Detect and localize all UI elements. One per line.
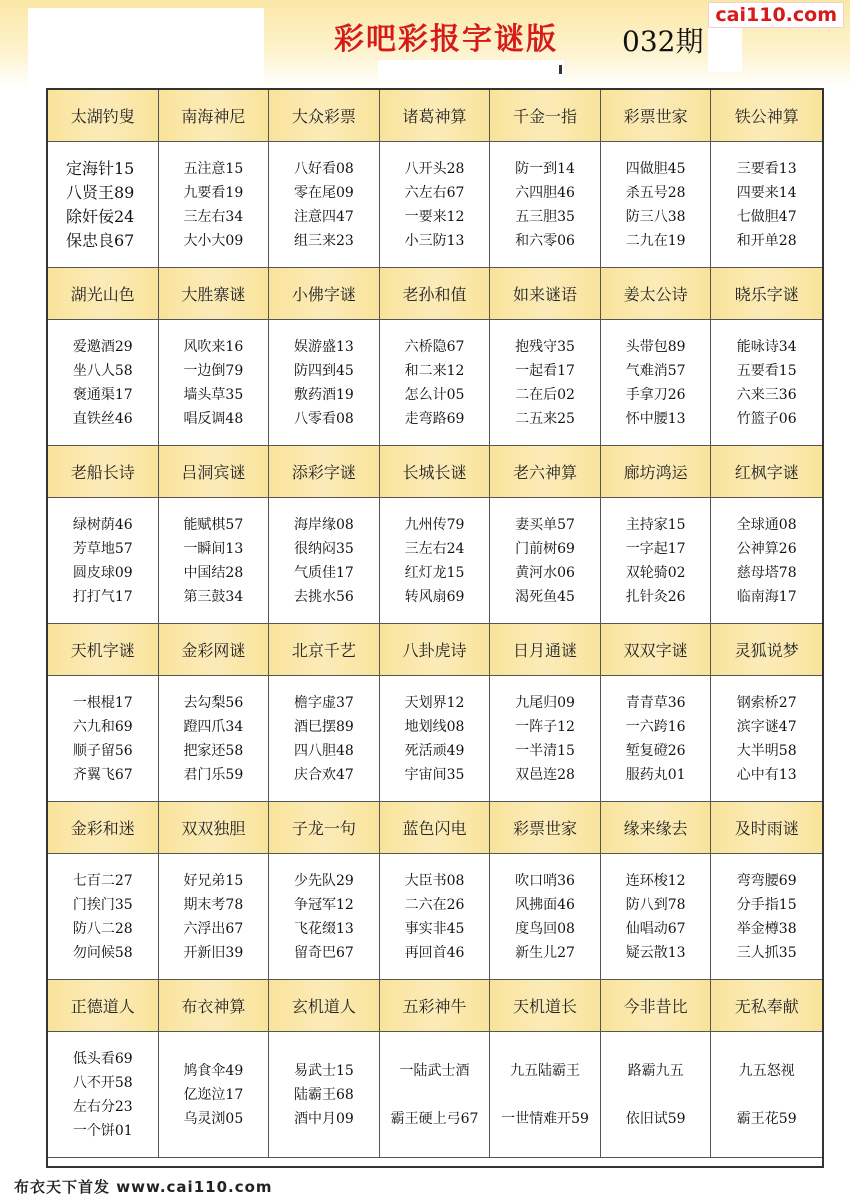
prediction-line: 三左右24: [404, 540, 465, 557]
prediction-line: 门前树69: [515, 540, 575, 557]
column-header: 子龙一句: [269, 802, 380, 854]
prediction-cell: [269, 854, 380, 980]
prediction-line: 扎针灸26: [625, 588, 686, 605]
prediction-line: 临南海17: [736, 588, 797, 605]
prediction-line: 一陆武士酒: [399, 1062, 470, 1079]
prediction-line: 檐字虚37: [294, 694, 354, 711]
prediction-cell: [380, 142, 491, 268]
column-header: 千金一指: [490, 90, 601, 142]
prediction-line: 二六在26: [404, 896, 465, 913]
prediction-line: 六左右67: [404, 184, 465, 201]
prediction-line: 留奇巴67: [294, 944, 354, 961]
column-header: 添彩字谜: [269, 446, 380, 498]
prediction-line: 手拿刀26: [625, 386, 686, 403]
prediction-cell: [48, 854, 159, 980]
prediction-cell: [601, 498, 712, 624]
prediction-line: 除奸佞24: [66, 206, 135, 226]
prediction-cell: [269, 676, 380, 802]
prediction-line: 勿问候58: [72, 944, 133, 961]
prediction-line: 三要看13: [736, 160, 797, 177]
prediction-cell: [48, 142, 159, 268]
column-header: 缘来缘去: [601, 802, 712, 854]
prediction-line: 保忠良67: [66, 230, 135, 250]
prediction-line: 连环梭12: [625, 872, 686, 889]
column-header: 灵狐说梦: [711, 624, 822, 676]
prediction-cell: [48, 676, 159, 802]
prediction-line: 抱残守35: [515, 338, 575, 355]
column-header: 双双独胆: [159, 802, 270, 854]
column-header: 北京千艺: [269, 624, 380, 676]
prediction-cell: [269, 142, 380, 268]
prediction-cell: [159, 676, 270, 802]
prediction-line: 飞花缀13: [294, 920, 354, 937]
prediction-cell: [380, 676, 491, 802]
prediction-line: [432, 1083, 436, 1107]
prediction-line: 吹口哨36: [515, 872, 575, 889]
prediction-cell: [490, 676, 601, 802]
prediction-cell: [490, 320, 601, 446]
column-header: 红枫字谜: [711, 446, 822, 498]
prediction-cell: [48, 498, 159, 624]
prediction-line: 心中有13: [736, 766, 797, 783]
prediction-cell: [380, 854, 491, 980]
prediction-line: 和开单28: [736, 232, 797, 249]
prediction-line: 竹篮子06: [736, 410, 797, 427]
prediction-line: 齐翼飞67: [72, 766, 133, 783]
prediction-line: 一要来12: [404, 208, 465, 225]
column-header: 姜太公诗: [601, 268, 712, 320]
prediction-cell: [380, 498, 491, 624]
prediction-line: 防八二28: [72, 920, 133, 937]
column-header: 天机字谜: [48, 624, 159, 676]
prediction-cell: [711, 854, 822, 980]
column-header: 金彩网谜: [159, 624, 270, 676]
prediction-line: 举金樽38: [736, 920, 797, 937]
prediction-cell: [490, 1032, 601, 1158]
prediction-cell: [269, 1032, 380, 1158]
column-header: 无私奉献: [711, 980, 822, 1032]
prediction-line: 大臣书08: [404, 872, 465, 889]
prediction-line: 争冠军12: [294, 896, 354, 913]
prediction-line: 六桥隐67: [404, 338, 465, 355]
prediction-line: 双轮骑02: [625, 564, 686, 581]
prediction-line: 怀中腰13: [625, 410, 686, 427]
column-header: 铁公神算: [711, 90, 822, 142]
prediction-line: 一世情难开59: [501, 1110, 589, 1127]
prediction-line: 亿迩泣17: [183, 1086, 244, 1103]
footer-text: 布衣天下首发 www.cai110.com: [14, 1178, 273, 1196]
prediction-line: 大小大09: [183, 232, 244, 249]
prediction-line: 新生儿27: [515, 944, 575, 961]
riddle-grid: [48, 90, 822, 1158]
prediction-line: 乌灵浏05: [183, 1110, 244, 1127]
issue-number: 032期: [622, 25, 704, 58]
prediction-line: 服药丸01: [625, 766, 686, 783]
prediction-line: [543, 1083, 547, 1107]
column-header: 小佛字谜: [269, 268, 380, 320]
prediction-cell: [711, 1032, 822, 1158]
prediction-line: 霸王硬上弓67: [390, 1110, 479, 1127]
prediction-line: 褒通渠17: [72, 386, 133, 403]
prediction-cell: [48, 1032, 159, 1158]
prediction-line: 能咏诗34: [736, 338, 797, 355]
prediction-line: 霸王花59: [736, 1110, 797, 1127]
prediction-line: 头带包89: [625, 338, 686, 355]
prediction-line: 六九和69: [72, 718, 133, 735]
prediction-line: 三左右34: [183, 208, 244, 225]
prediction-line: 八零看08: [294, 410, 354, 427]
prediction-line: 顺子留56: [72, 742, 133, 759]
prediction-line: 慈母塔78: [736, 564, 797, 581]
prediction-line: 四八胆48: [294, 742, 354, 759]
prediction-cell: [601, 854, 712, 980]
prediction-line: 一边倒79: [183, 362, 244, 379]
column-header: 金彩和迷: [48, 802, 159, 854]
prediction-cell: [711, 320, 822, 446]
prediction-cell: [711, 498, 822, 624]
prediction-line: 转风扇69: [404, 588, 465, 605]
prediction-line: 风拂面46: [515, 896, 575, 913]
prediction-line: 一半清15: [515, 742, 575, 759]
prediction-line: 大半明58: [736, 742, 797, 759]
prediction-line: 宇宙间35: [404, 766, 465, 783]
prediction-cell: [48, 320, 159, 446]
prediction-cell: [490, 854, 601, 980]
prediction-line: 再回首46: [404, 944, 465, 961]
prediction-line: 事实非45: [404, 920, 465, 937]
prediction-cell: [490, 142, 601, 268]
prediction-line: 左右分23: [72, 1098, 133, 1115]
prediction-line: 九五陆霸王: [510, 1062, 581, 1079]
prediction-cell: [380, 1032, 491, 1158]
prediction-line: 气质佳17: [294, 564, 354, 581]
prediction-line: 庆合欢47: [294, 766, 354, 783]
prediction-line: 一起看17: [515, 362, 575, 379]
prediction-line: 风吹来16: [183, 338, 244, 355]
prediction-line: 易武士15: [294, 1062, 354, 1079]
column-header: 老孙和值: [380, 268, 491, 320]
prediction-line: 直铁丝46: [72, 410, 133, 427]
prediction-line: 期末考78: [183, 896, 244, 913]
prediction-line: 防四到45: [294, 362, 354, 379]
prediction-cell: [159, 854, 270, 980]
prediction-line: 二在后02: [515, 386, 575, 403]
prediction-line: 开新旧39: [183, 944, 244, 961]
prediction-line: 钢索桥27: [736, 694, 797, 711]
prediction-line: 能赋棋57: [183, 516, 244, 533]
prediction-line: 地划线08: [404, 718, 465, 735]
prediction-line: 把家还58: [183, 742, 244, 759]
column-header: 老六神算: [490, 446, 601, 498]
prediction-line: 敷药酒19: [294, 386, 354, 403]
prediction-line: 去挑水56: [294, 588, 354, 605]
prediction-line: 防八到78: [625, 896, 686, 913]
prediction-line: 组三来23: [294, 232, 354, 249]
prediction-line: 低头看69: [72, 1050, 133, 1067]
column-header: 南海神尼: [159, 90, 270, 142]
prediction-line: 九要看19: [183, 184, 244, 201]
prediction-line: 全球通08: [736, 516, 797, 533]
prediction-line: 圆皮球09: [72, 564, 133, 581]
prediction-line: 蹬四爪34: [183, 718, 244, 735]
column-header: 彩票世家: [490, 802, 601, 854]
prediction-line: 很纳闷35: [294, 540, 354, 557]
prediction-line: 五要看15: [736, 362, 797, 379]
prediction-line: 三人抓35: [736, 944, 797, 961]
prediction-line: 疑云散13: [625, 944, 686, 961]
prediction-line: 芳草地57: [72, 540, 133, 557]
column-header: 长城长谜: [380, 446, 491, 498]
prediction-line: 九尾归09: [515, 694, 575, 711]
prediction-line: 酒中月09: [294, 1110, 354, 1127]
prediction-line: 依旧试59: [625, 1110, 686, 1127]
prediction-line: 绿树荫46: [72, 516, 133, 533]
prediction-line: 八开头28: [404, 160, 465, 177]
column-header: 诸葛神算: [380, 90, 491, 142]
prediction-line: 打打气17: [72, 588, 133, 605]
prediction-line: 走弯路69: [404, 410, 465, 427]
prediction-line: 防三八38: [625, 208, 686, 225]
prediction-line: 娱游盛13: [294, 338, 354, 355]
prediction-cell: [159, 498, 270, 624]
column-header: 大众彩票: [269, 90, 380, 142]
prediction-line: 七百二27: [72, 872, 133, 889]
prediction-cell: [159, 320, 270, 446]
prediction-line: 一阵子12: [515, 718, 575, 735]
prediction-line: 分手指15: [736, 896, 797, 913]
prediction-line: 死活顽49: [404, 742, 465, 759]
prediction-line: 双邑连28: [515, 766, 575, 783]
prediction-line: 八好看08: [294, 160, 354, 177]
prediction-line: 一六跨16: [625, 718, 686, 735]
column-header: 吕洞宾谜: [159, 446, 270, 498]
prediction-line: 第三鼓34: [183, 588, 244, 605]
site-badge[interactable]: cai110.com: [708, 2, 844, 28]
prediction-line: 六四胆46: [515, 184, 575, 201]
prediction-line: 九州传79: [404, 516, 465, 533]
prediction-line: 度鸟回08: [515, 920, 575, 937]
column-header: 布衣神算: [159, 980, 270, 1032]
prediction-line: 天划界12: [404, 694, 465, 711]
prediction-line: 墙头草35: [183, 386, 244, 403]
column-header: 晓乐字谜: [711, 268, 822, 320]
prediction-line: 酒巳摆89: [294, 718, 354, 735]
prediction-line: 零在尾09: [294, 184, 354, 201]
prediction-line: 妻买单57: [515, 516, 575, 533]
column-header: 八卦虎诗: [380, 624, 491, 676]
prediction-line: 渴死鱼45: [515, 588, 575, 605]
prediction-line: 一瞬间13: [183, 540, 244, 557]
prediction-line: 陆霸王68: [294, 1086, 354, 1103]
prediction-line: 杀五号28: [625, 184, 686, 201]
prediction-line: [653, 1083, 657, 1107]
prediction-cell: [159, 142, 270, 268]
column-header: 老船长诗: [48, 446, 159, 498]
prediction-line: 滨字谜47: [736, 718, 797, 735]
column-header: 蓝色闪电: [380, 802, 491, 854]
column-header: 正德道人: [48, 980, 159, 1032]
prediction-line: 爱邀酒29: [72, 338, 133, 355]
mark: [559, 65, 562, 74]
prediction-line: 仙唱动67: [625, 920, 686, 937]
prediction-line: 九五怒视: [738, 1062, 795, 1079]
prediction-line: 八不开58: [72, 1074, 133, 1091]
prediction-line: 一个饼01: [72, 1122, 133, 1139]
column-header: 彩票世家: [601, 90, 712, 142]
prediction-line: 小三防13: [404, 232, 465, 249]
prediction-line: 一字起17: [625, 540, 686, 557]
column-header: 五彩神牛: [380, 980, 491, 1032]
prediction-line: 鸠食伞49: [183, 1062, 244, 1079]
prediction-cell: [601, 320, 712, 446]
prediction-cell: [490, 498, 601, 624]
prediction-line: 主持家15: [625, 516, 686, 533]
prediction-line: 好兄弟15: [183, 872, 244, 889]
riddle-table: [46, 88, 824, 1168]
prediction-line: 中国结28: [183, 564, 244, 581]
prediction-line: 防一到14: [515, 160, 575, 177]
prediction-line: [764, 1083, 768, 1107]
prediction-line: 五三胆35: [515, 208, 575, 225]
prediction-line: 注意四47: [294, 208, 354, 225]
column-header: 湖光山色: [48, 268, 159, 320]
column-header: 大胜寨谜: [159, 268, 270, 320]
blank-subtitle-area: [378, 60, 564, 80]
prediction-line: 二五来25: [515, 410, 575, 427]
prediction-line: 君门乐59: [183, 766, 244, 783]
prediction-line: 八贤王89: [66, 182, 135, 202]
prediction-cell: [711, 676, 822, 802]
prediction-line: 路霸九五: [627, 1062, 684, 1079]
column-header: 日月通谜: [490, 624, 601, 676]
prediction-line: 堑复磴26: [625, 742, 686, 759]
prediction-line: 坐八人58: [72, 362, 133, 379]
prediction-line: 和六零06: [515, 232, 575, 249]
column-header: 玄机道人: [269, 980, 380, 1032]
prediction-cell: [380, 320, 491, 446]
column-header: 今非昔比: [601, 980, 712, 1032]
column-header: 及时雨谜: [711, 802, 822, 854]
prediction-cell: [269, 498, 380, 624]
prediction-line: 和二来12: [404, 362, 465, 379]
prediction-line: 红灯龙15: [404, 564, 465, 581]
prediction-line: 少先队29: [294, 872, 354, 889]
prediction-line: 气难消57: [625, 362, 686, 379]
prediction-line: 弯弯腰69: [736, 872, 797, 889]
prediction-line: 一根棍17: [72, 694, 133, 711]
column-header: 天机道长: [490, 980, 601, 1032]
prediction-line: 海岸缘08: [294, 516, 354, 533]
prediction-line: 黄河水06: [515, 564, 575, 581]
prediction-line: 去勾梨56: [183, 694, 244, 711]
column-header: 廊坊鸿运: [601, 446, 712, 498]
prediction-cell: [601, 676, 712, 802]
prediction-cell: [601, 1032, 712, 1158]
prediction-cell: [601, 142, 712, 268]
blank-logo-area: [28, 8, 264, 86]
prediction-cell: [159, 1032, 270, 1158]
page-title: 彩吧彩报字谜版: [334, 22, 558, 57]
prediction-line: 门挨门35: [72, 896, 133, 913]
column-header: 双双字谜: [601, 624, 712, 676]
prediction-line: 定海针15: [66, 158, 135, 178]
prediction-line: 四要来14: [736, 184, 797, 201]
prediction-line: 五注意15: [183, 160, 244, 177]
column-header: 太湖钓叟: [48, 90, 159, 142]
prediction-line: 六浮出67: [183, 920, 244, 937]
prediction-line: 唱反调48: [183, 410, 244, 427]
prediction-cell: [269, 320, 380, 446]
prediction-line: 四做胆45: [625, 160, 686, 177]
column-header: 如来谜语: [490, 268, 601, 320]
prediction-line: 怎么计05: [404, 386, 465, 403]
prediction-line: 公神算26: [736, 540, 797, 557]
prediction-cell: [711, 142, 822, 268]
prediction-line: 七做胆47: [736, 208, 797, 225]
prediction-line: 六来三36: [736, 386, 797, 403]
prediction-line: 青青草36: [625, 694, 686, 711]
prediction-line: 二九在19: [625, 232, 686, 249]
